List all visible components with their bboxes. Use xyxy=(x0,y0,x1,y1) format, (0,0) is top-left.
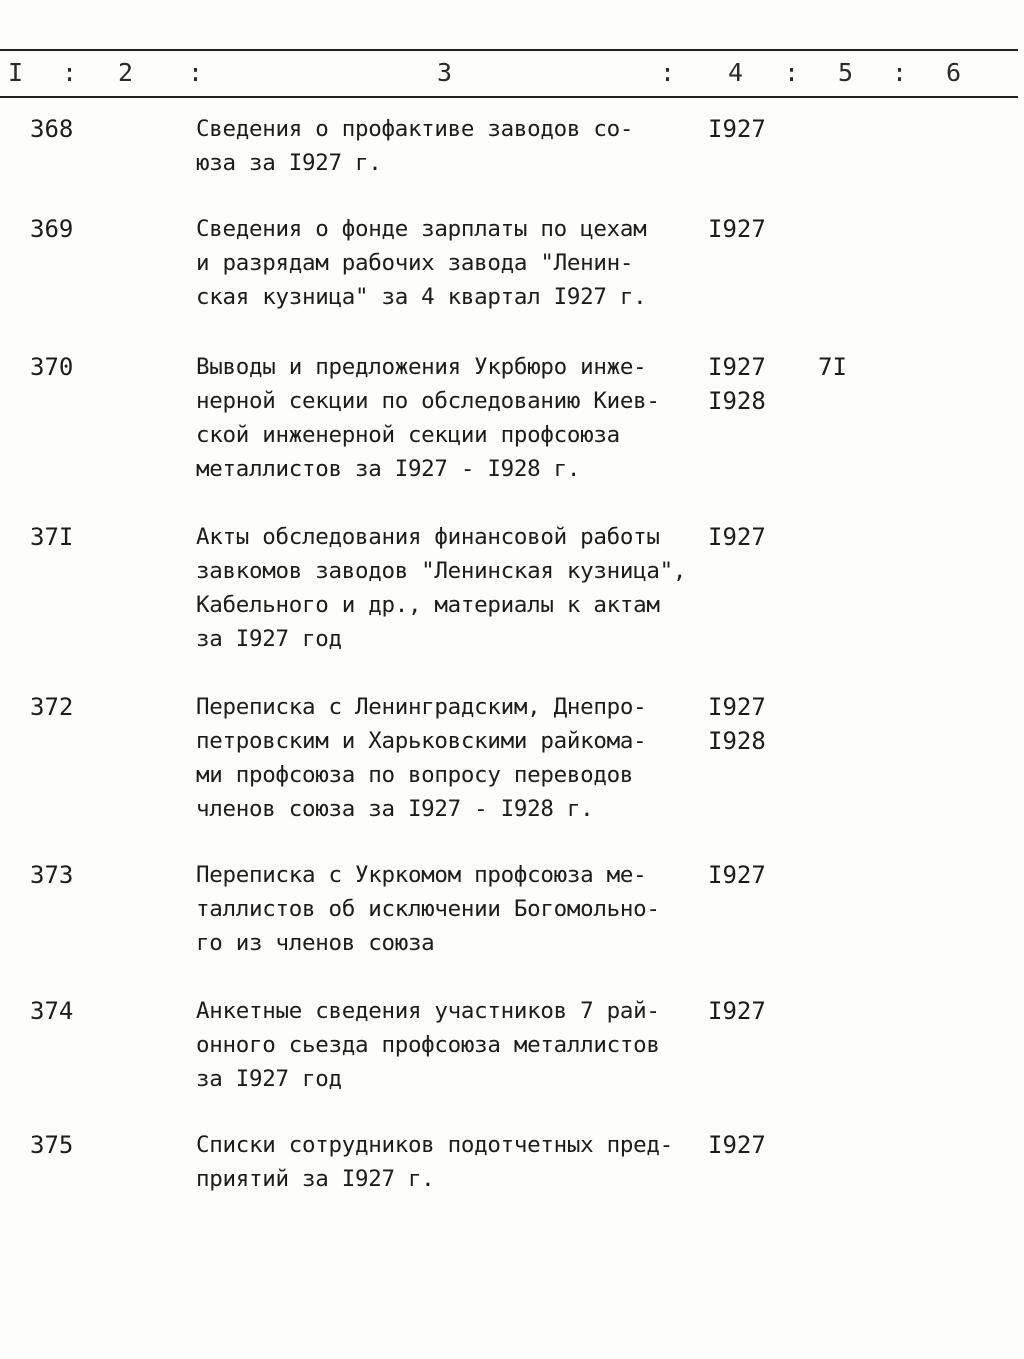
record-title-line: Переписка с Ленинградским, Днепро- xyxy=(196,694,647,720)
record-number: 37I xyxy=(30,523,74,551)
record-year: I927 xyxy=(708,1131,766,1159)
record-years xyxy=(708,520,766,554)
record-title xyxy=(196,1128,716,1196)
record-number: 375 xyxy=(30,1131,74,1159)
record-year: I927 xyxy=(708,215,766,243)
record-title-line: ми профсоюза по вопросу переводов xyxy=(196,762,634,788)
record-title-line: ская кузница" за 4 квартал I927 г. xyxy=(196,284,647,310)
record-year: I927 xyxy=(708,523,766,551)
record-year: I927 xyxy=(708,115,766,143)
record-years xyxy=(708,1128,766,1162)
record-number: 370 xyxy=(30,353,74,381)
record-number: 369 xyxy=(30,215,74,243)
record-number: 373 xyxy=(30,861,74,889)
record-years xyxy=(708,212,766,246)
record-title-line: Выводы и предложения Укрбюро инже- xyxy=(196,354,647,380)
record-title-line: Переписка с Укркомом профсоюза ме- xyxy=(196,862,647,888)
column-separator: : xyxy=(784,58,800,87)
record-title xyxy=(196,858,716,960)
record-title-line: Сведения о профактиве заводов со- xyxy=(196,116,634,142)
record-year: I928 xyxy=(708,387,766,415)
record-years xyxy=(708,690,766,758)
record-year: I927 xyxy=(708,693,766,721)
record-title-line: ской инженерной секции профсоюза xyxy=(196,422,620,448)
header-rule-bottom xyxy=(0,96,1018,98)
column-header-3: 3 xyxy=(437,58,453,87)
column-separator: : xyxy=(660,58,676,87)
column-header-1: I xyxy=(8,58,24,87)
record-title-line: Акты обследования финансовой работы xyxy=(196,524,660,550)
record-title-line: петровским и Харьковскими райкома- xyxy=(196,728,647,754)
record-title xyxy=(196,212,716,314)
record-year: I928 xyxy=(708,727,766,755)
column-header-5: 5 xyxy=(838,58,854,87)
record-number: 372 xyxy=(30,693,74,721)
record-title-line: онного сьезда профсоюза металлистов xyxy=(196,1032,660,1058)
record-title-line: нерной секции по обследованию Киев- xyxy=(196,388,660,414)
record-title-line: завкомов заводов "Ленинская кузница", xyxy=(196,558,687,584)
record-title xyxy=(196,690,716,826)
record-year: I927 xyxy=(708,353,766,381)
record-title-line: Сведения о фонде зарплаты по цехам xyxy=(196,216,647,242)
record-year: I927 xyxy=(708,997,766,1025)
record-title xyxy=(196,350,716,486)
record-title xyxy=(196,520,716,656)
record-title-line: Списки сотрудников подотчетных пред- xyxy=(196,1132,673,1158)
column-header-4: 4 xyxy=(728,58,744,87)
record-title-line: приятий за I927 г. xyxy=(196,1166,435,1192)
record-title-line: и разрядам рабочих завода "Ленин- xyxy=(196,250,634,276)
record-title-line: металлистов за I927 - I928 г. xyxy=(196,456,581,482)
column-separator: : xyxy=(892,58,908,87)
record-title-line: таллистов об исключении Богомольно- xyxy=(196,896,660,922)
column-separator: : xyxy=(62,58,78,87)
record-title-line: Анкетные сведения участников 7 рай- xyxy=(196,998,660,1024)
record-title-line: юза за I927 г. xyxy=(196,150,382,176)
record-number: 374 xyxy=(30,997,74,1025)
record-title xyxy=(196,112,716,180)
column-separator: : xyxy=(188,58,204,87)
record-title-line: Кабельного и др., материалы к актам xyxy=(196,592,660,618)
record-years xyxy=(708,858,766,892)
header-rule-top xyxy=(0,49,1018,51)
record-years xyxy=(708,350,766,418)
record-sheet-count: 7I xyxy=(818,353,847,381)
record-years xyxy=(708,112,766,146)
column-header-6: 6 xyxy=(946,58,962,87)
record-title-line: го из членов союза xyxy=(196,930,435,956)
record-years xyxy=(708,994,766,1028)
record-title-line: за I927 год xyxy=(196,626,342,652)
record-year: I927 xyxy=(708,861,766,889)
record-title-line: членов союза за I927 - I928 г. xyxy=(196,796,594,822)
column-header-2: 2 xyxy=(118,58,134,87)
record-title xyxy=(196,994,716,1096)
record-title-line: за I927 год xyxy=(196,1066,342,1092)
record-number: 368 xyxy=(30,115,74,143)
